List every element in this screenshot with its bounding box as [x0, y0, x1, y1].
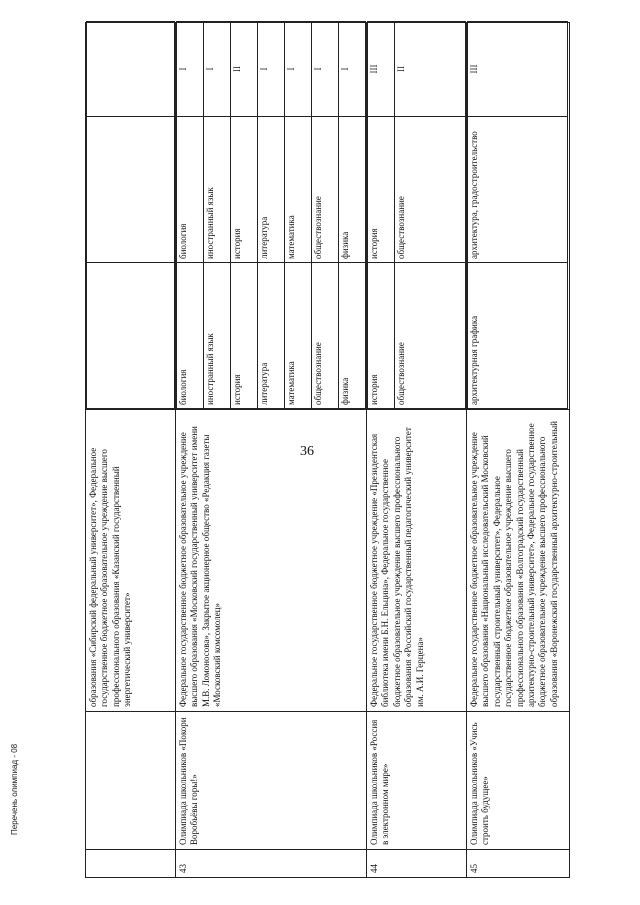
level: I: [339, 22, 366, 117]
level: I: [312, 22, 339, 117]
subject: история: [231, 263, 258, 409]
complex-subject: математика: [285, 117, 312, 263]
olympiad-name: Олимпиада школьников «Учись строить будущее»: [467, 712, 570, 850]
row-number: 45: [467, 850, 570, 878]
complex-subject: архитектура, градостроительство: [468, 117, 568, 263]
subject: физика: [339, 263, 366, 409]
subject: архитектурная графика: [468, 263, 568, 409]
olympiad-table: [85, 22, 570, 878]
complex-subject: обществознание: [312, 117, 339, 263]
complex-subject: обществознание: [395, 117, 466, 263]
subjects-grid: [176, 21, 366, 409]
subject: история: [368, 263, 395, 409]
complex-subject: иностранный язык: [204, 117, 231, 263]
table-row: [467, 23, 570, 878]
complex-subject: история: [368, 117, 395, 263]
complex-subject: физика: [339, 117, 366, 263]
complex-subject: биология: [177, 117, 204, 263]
row-number: 44: [367, 850, 467, 878]
level: II: [231, 22, 258, 117]
level: I: [177, 22, 204, 117]
rotated-table-page: [85, 23, 570, 878]
level: I: [285, 22, 312, 117]
organizers-cell: Федеральное государственное бюджетное учреждение «Президентская библиотека имени Б.Н. Ельцина», Федеральное государственное бюджетное образовательное учреждение высшего профессионального образования «Российский государственный педагогический университет им. А.И. Герцена»: [367, 410, 467, 712]
table-row: [367, 23, 467, 878]
table-row: [176, 23, 367, 878]
subject: обществознание: [312, 263, 339, 409]
complex-subject: история: [231, 117, 258, 263]
subject: литература: [258, 263, 285, 409]
subject: иностранный язык: [204, 263, 231, 409]
subject: биология: [177, 263, 204, 409]
olympiad-name: Олимпиада школьников «Россия в электронном мире»: [367, 712, 467, 850]
subjects-grid: [467, 21, 568, 409]
subjects-grid: [86, 21, 175, 409]
row-number: [86, 850, 176, 878]
page-footer: Перечень олимпиад - 08: [10, 743, 19, 835]
table-row: [86, 23, 176, 878]
organizers-cell: Федеральное государственное бюджетное образовательное учреждение высшего образования «Московский государственный университет имени М.В. Ломоносова», Закрытое акционерное общество «Редакция газеты «Московский комсомолец»: [176, 410, 367, 712]
level: I: [258, 22, 285, 117]
subject: обществознание: [395, 263, 466, 409]
row-number: 43: [176, 850, 367, 878]
level: I: [204, 22, 231, 117]
level: III: [368, 22, 395, 117]
complex-subject: литература: [258, 117, 285, 263]
olympiad-name: Олимпиада школьников «Покори Воробьёвы горы!»: [176, 712, 367, 850]
olympiad-name: [86, 712, 176, 850]
level: III: [468, 22, 568, 117]
subject: математика: [285, 263, 312, 409]
level: II: [395, 22, 466, 117]
organizers-cell: образования «Сибирский федеральный университет», Федеральное государственное бюджетное образовательное учреждение высшего профессионального образования «Казанский государственный энергетический университет»: [86, 410, 176, 712]
page-number: 36: [300, 444, 314, 459]
organizers-cell: Федеральное государственное бюджетное образовательное учреждение высшего образования «Национальный исследовательский Московский государственный строительный университет», Федеральное государственное бюджетное образовательное учреждение высшего профессионального образования «Волгоградский государственный архитектурно-строительный университет», Федеральное государственное бюджетное образовательное учреждение высшего профессионального образования «Воронежский государственный архитектурно-строительный: [467, 410, 570, 712]
subjects-grid: [367, 21, 466, 409]
